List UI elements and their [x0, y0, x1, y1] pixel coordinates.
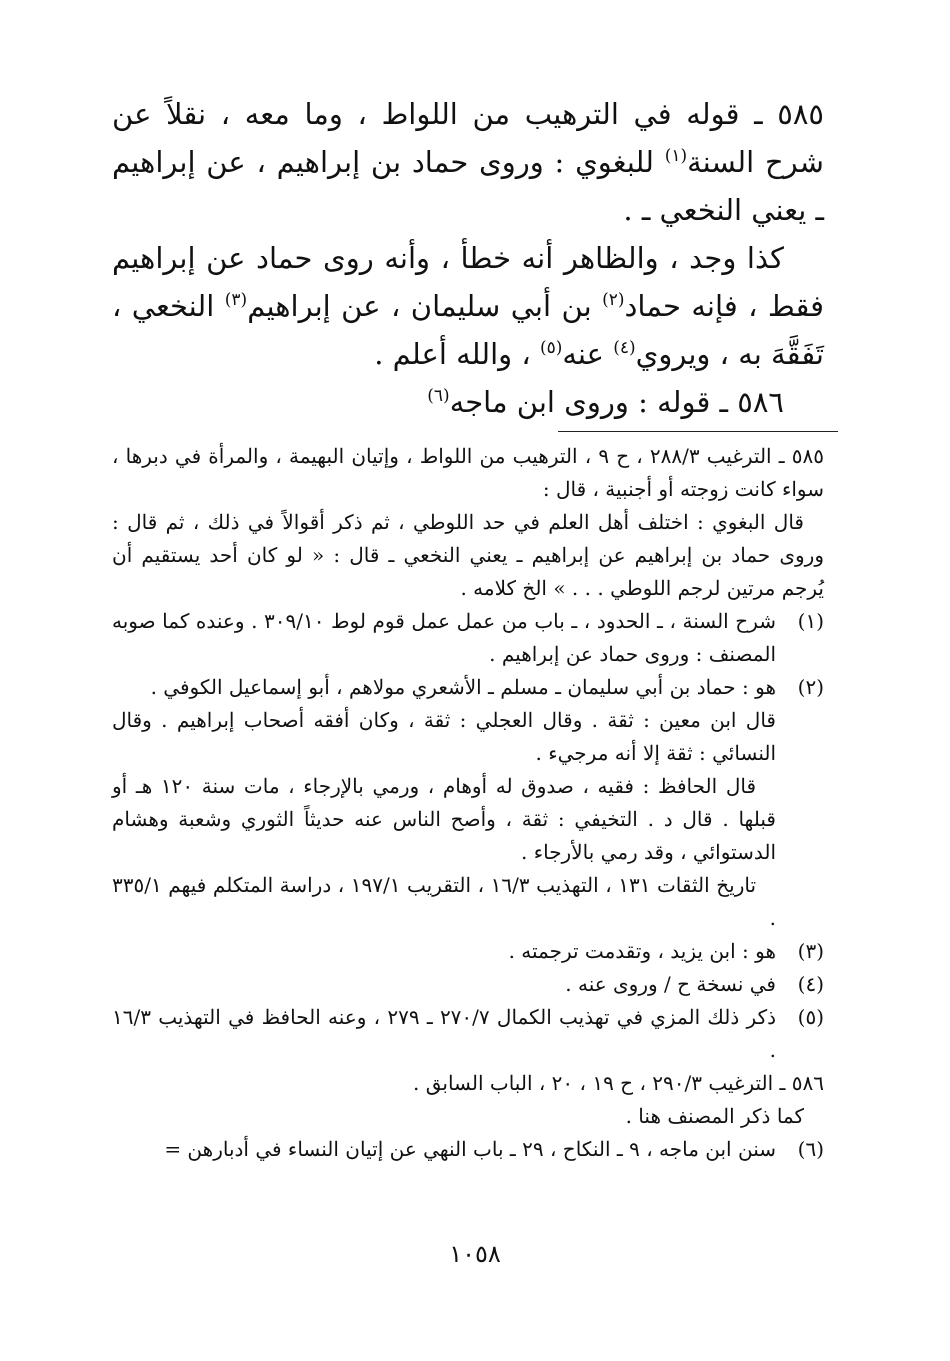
- footnote-4-number: (٤): [797, 972, 824, 996]
- footnote-5: [112, 1001, 824, 1067]
- footnotes-section: [112, 440, 824, 1166]
- footnote-586-source: ٥٨٦ ـ الترغيب ٢٩٠/٣ ، ح ١٩ ، ٢٠ ، الباب السابق .: [412, 1071, 824, 1095]
- footnote-4-text: في نسخة ح / وروى عنه .: [565, 972, 776, 996]
- footnote-3-number: (٣): [797, 939, 824, 963]
- footnote-6-number: (٦): [797, 1137, 824, 1161]
- commentary-text-b: بن أبي سليمان ، عن إبراهيم: [247, 289, 603, 323]
- paragraph-586-text: ٥٨٦ ـ قوله : وروى ابن ماجه: [449, 385, 784, 419]
- footnote-ref-6[interactable]: (٦): [427, 386, 450, 406]
- footnote-585-quote: قال البغوي : اختلف أهل العلم في حد اللوطي ، ثم ذكر أقوالاً في ذلك ، ثم قال : وروى حماد بن إبراهيم عن إبراهيم ـ يعني النخعي ـ قال : « لو كان أحد يستقيم أن يُرجم مرتين لرجم اللوطي . . . » الخ كلامه .: [112, 510, 824, 600]
- footnote-3: [112, 935, 824, 968]
- footnote-ref-1[interactable]: (١): [664, 146, 688, 166]
- footnote-3-text: هو : ابن يزيد ، وتقدمت ترجمته .: [508, 939, 776, 963]
- main-text: [112, 90, 824, 426]
- footnote-6: [112, 1133, 824, 1166]
- footnote-ref-3[interactable]: (٣): [224, 290, 248, 310]
- footnote-1-number: (١): [797, 609, 824, 633]
- footnote-6-text: سنن ابن ماجه ، ٩ ـ النكاح ، ٢٩ ـ باب النهي عن إتيان النساء في أدبارهن =: [164, 1137, 776, 1161]
- footnote-1-text: شرح السنة ، ـ الحدود ، ـ باب من عمل عمل قوم لوط ٣٠٩/١٠ . وعنده كما صوبه المصنف : وروى حماد عن إبراهيم .: [112, 609, 777, 666]
- footnote-2-line-2: قال ابن معين : ثقة . وقال العجلي : ثقة ، وكان أفقه أصحاب إبراهيم . وقال النسائي : ثقة إلا أنه مرجيء .: [112, 708, 776, 765]
- paragraph-585-text-b: للبغوي : وروى حماد بن إبراهيم ، عن إبراهيم ـ يعني النخعي ـ .: [112, 145, 824, 227]
- footnote-4: [112, 968, 824, 1001]
- paragraph-585-text-a: ٥٨٥ ـ قوله في الترهيب من اللواط ، وما معه ، نقلاً عن شرح السنة: [112, 97, 824, 179]
- footnote-1: [112, 605, 824, 671]
- footnote-separator: [558, 431, 838, 432]
- footnote-2-body: [112, 671, 776, 935]
- footnote-585-source: ٥٨٥ ـ الترغيب ٢٨٨/٣ ، ح ٩ ، الترهيب من اللواط ، وإتيان البهيمة ، والمرأة في دبرها ، سواء كانت زوجته أو أجنبية ، قال :: [112, 444, 825, 501]
- footnote-2: [112, 671, 824, 935]
- footnote-2-number: (٢): [797, 675, 824, 699]
- paragraph-586: [112, 378, 824, 426]
- footnote-2-line-1: هو : حماد بن أبي سليمان ـ مسلم ـ الأشعري مولاهم ، أبو إسماعيل الكوفي .: [150, 675, 776, 699]
- footnote-ref-4[interactable]: (٤): [613, 338, 636, 358]
- footnote-586-note: كما ذكر المصنف هنا .: [625, 1104, 804, 1128]
- page-number: ١٠٥٨: [449, 1240, 501, 1268]
- footnote-585: [112, 440, 824, 605]
- footnote-ref-5[interactable]: (٥): [539, 338, 563, 358]
- commentary-text-c: النخعي ، تَفَقَّهَ به ، ويروي: [112, 289, 824, 371]
- footnote-5-text: ذكر ذلك المزي في تهذيب الكمال ٢٧٠/٧ ـ ٢٧٩ ، وعنه الحافظ في التهذيب ١٦/٣ .: [112, 1005, 776, 1062]
- footnote-2-line-3: قال الحافظ : فقيه ، صدوق له أوهام ، ورمي بالإرجاء ، مات سنة ١٢٠ هـ أو قبلها . قال د . التخيفي : ثقة ، وأصح الناس عنه حديثاً الثوري وشعبة وهشام الدستوائي ، وقد رمي بالأرجاء .: [112, 774, 776, 864]
- footnote-2-line-4: تاريخ الثقات ١٣١ ، التهذيب ١٦/٣ ، التقريب ١٩٧/١ ، دراسة المتكلم فيهم ٣٣٥/١ .: [112, 873, 776, 930]
- footnote-5-number: (٥): [797, 1005, 824, 1029]
- commentary-text-d: عنه: [562, 337, 614, 371]
- footnote-ref-2[interactable]: (٢): [602, 290, 625, 310]
- paragraph-commentary: [112, 234, 824, 378]
- commentary-text-a: كذا وجد ، والظاهر أنه خطأ ، وأنه روى حماد عن إبراهيم فقط ، فإنه حماد: [112, 241, 824, 323]
- commentary-text-e: ، والله أعلم .: [374, 337, 540, 371]
- paragraph-585: [112, 90, 824, 234]
- footnote-586: [112, 1067, 824, 1133]
